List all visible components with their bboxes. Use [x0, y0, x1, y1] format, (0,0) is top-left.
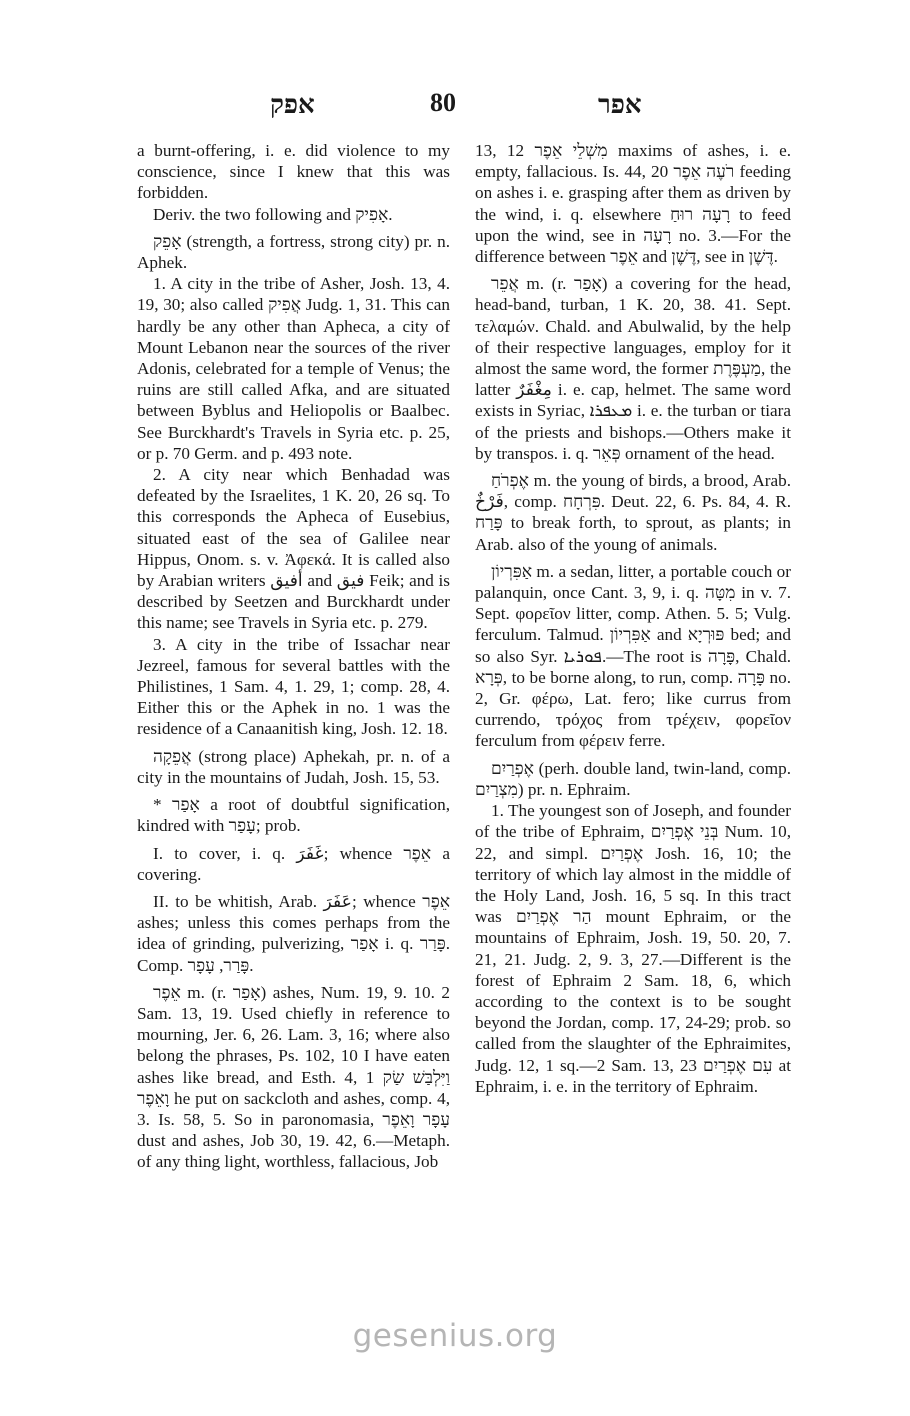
dictionary-paragraph: II. to be whitish, Arab. عَفَرَ; whence אֵפֶר ashes; unless this comes perhaps from the idea of grinding, pulverizing, אָפַר i. q. פָּרַר. Comp. פָּרַר, עָפָר.: [137, 891, 451, 975]
dictionary-paragraph: אַפִּרְיוֹן m. a sedan, litter, a portable couch or palanquin, once Cant. 3, 9, i. q. מִטָּה in v. 7. Sept. φορεῖον litter, comp. Athen. 5. 5; Vulg. ferculum. Talmud. אַפִּרְיוֹן and פּוּרְיָא bed; and so also Syr. ܦܘܪܝܐ.—The root is פָּרָה, Chald. פְּרָא, to be borne along, to run, comp. פָּרָה no. 2, Gr. φέρω, Lat. fero; like currus from currendo, τρόχος from τρέχειν, φορεῖον ferculum from φέρειν ferre.: [475, 561, 791, 751]
dictionary-paragraph: אֲפֵר m. (r. אָפַר) a covering for the head, head-band, turban, 1 K. 20, 38. 41. Sept. τελαμών. Chald. and Abulwalid, by the help of their respective languages, employ for it almost the same word, the former מַעְפֶּרֶת, the latter مِغْفَرٌ i. e. cap, helmet. The same word exists in Syriac, ܡܥܦܪܐ i. e. the turban or tiara of the priests and bishops.—Others make it by transpos. i. q. פְּאֵר ornament of the head.: [475, 274, 792, 463]
dictionary-paragraph: אֲפֵקָה (strong place) Aphekah, pr. n. of a city in the mountains of Judah, Josh. 15, 53.: [137, 746, 450, 787]
dictionary-paragraph: אֶפְרַיִם (perh. double land, twin-land, comp. מִצְרַיִם) pr. n. Ephraim.: [475, 758, 791, 799]
dictionary-paragraph: Deriv. the two following and אָפִיק.: [153, 204, 393, 224]
dictionary-paragraph: אֵפֶר m. (r. אָפַר) ashes, Num. 19, 9. 10. 2 Sam. 13, 19. Used chiefly in reference to mourning, Jer. 6, 26. Lam. 3, 16; where also belong the phrases, Ps. 102, 10 I have eaten ashes like bread, and Esth. 4, 1 וַיִּלְבַּשׁ שַׂק וָאֵפֶר he put on sackcloth and ashes, comp. 4, 3. Is. 58, 5. So in paronomasia, עָפָר וָאֵפֶר dust and ashes, Job 30, 19. 42, 6.—Metaph. of any thing light, worthless, fallacious, Job: [137, 982, 451, 1172]
left-column: [137, 140, 450, 1173]
dictionary-paragraph: 3. A city in the tribe of Issachar near Jezreel, famous for several battles with the Philistines, 1 Sam. 4, 1. 29, 1; comp. 28, 4. Either this or the Aphek in no. 1 was the residence of a Canaanitish king, Josh. 12. 18.: [137, 634, 450, 739]
dictionary-paragraph: 1. The youngest son of Joseph, and founder of the tribe of Ephraim, בְּנֵי אֶפְרַיִם Num. 10, 22, and simpl. אֶפְרַיִם Josh. 16, 10; the territory of which lay almost in the middle of the Holy Land, Josh. 16, 5 sq. In this tract was הַר אֶפְרַיִם mount Ephraim, or the mountains of Ephraim, Josh. 19, 50. 20, 7. 21, 21. Judg. 2, 9. 3, 27.—Different is the forest of Ephraim 2 Sam. 18, 6, which according to the context is to be sought beyond the Jordan, comp. 17, 24-29; prob. so called from the slaughter of the Ephraimites, Judg. 12, 1 sq.—2 Sam. 13, 23 עִם אֶפְרַיִם at Ephraim, i. e. in the territory of Ephraim.: [475, 801, 792, 1096]
right-column: [475, 140, 791, 1097]
dictionary-paragraph: 1. A city in the tribe of Asher, Josh. 13, 4. 19, 30; also called אֲפִיק Judg. 1, 31. This can hardly be any other than Apheca, a city of Mount Lebanon near the sources of the river Adonis, celebrated for a temple of Venus; the ruins are still called Afka, and are situated between Byblus and Heliopolis or Baalbec. See Burckhardt's Travels in Syria etc. p. 25, or p. 70 Germ. and p. 493 note.: [137, 274, 450, 463]
dictionary-paragraph: * אָפַר a root of doubtful signification, kindred with עָפַר; prob.: [137, 795, 451, 836]
dictionary-paragraph: אֶפְרֹחַ m. the young of birds, a brood, Arab. فَرْخٌ, comp. פִּרְחָח. Deut. 22, 6. Ps. 84, 4. R. פָּרַח to break forth, to sprout, as plants; in Arab. also of the young of animals.: [475, 471, 792, 554]
dictionary-paragraph: a burnt-offering, i. e. did violence to my conscience, since I knew that this was forbidden.: [137, 141, 450, 203]
dictionary-paragraph: 13, 12 מִשְׁלֵי אֵפֶר maxims of ashes, i. e. empty, fallacious. Is. 44, 20 רֹעֶה אֵפֶר feeding on ashes i. e. grasping after them as driven by the wind, i. q. elsewhere רָעָה רוּחַ to feed upon the wind, see in רָעָה no. 3.—For the difference between אֵפֶר and דֶּשֶׁן, see in דֶּשֶׁן.: [475, 141, 792, 267]
header-left-word: אפק: [270, 90, 315, 119]
page-number: 80: [430, 88, 456, 117]
dictionary-paragraph: I. to cover, i. q. غَفَرَ; whence אֵפֶר a covering.: [137, 843, 450, 884]
watermark: gesenius.org: [352, 1318, 558, 1354]
dictionary-paragraph: אָפֵק (strength, a fortress, strong city) pr. n. Aphek.: [137, 231, 450, 273]
header-right-word: אפר: [598, 90, 642, 119]
dictionary-paragraph: 2. A city near which Benhadad was defeated by the Israelites, 1 K. 20, 26 sq. To this corresponds the Apheca of Eusebius, situated east of the sea of Galilee near Hippus, Onom. s. v. Ἀφεκά. It is called also by Arabian writers أفيق and فيق Feik; and is described by Seetzen and Burckhardt under this name; see Travels in Syria etc. p. 279.: [137, 465, 450, 633]
